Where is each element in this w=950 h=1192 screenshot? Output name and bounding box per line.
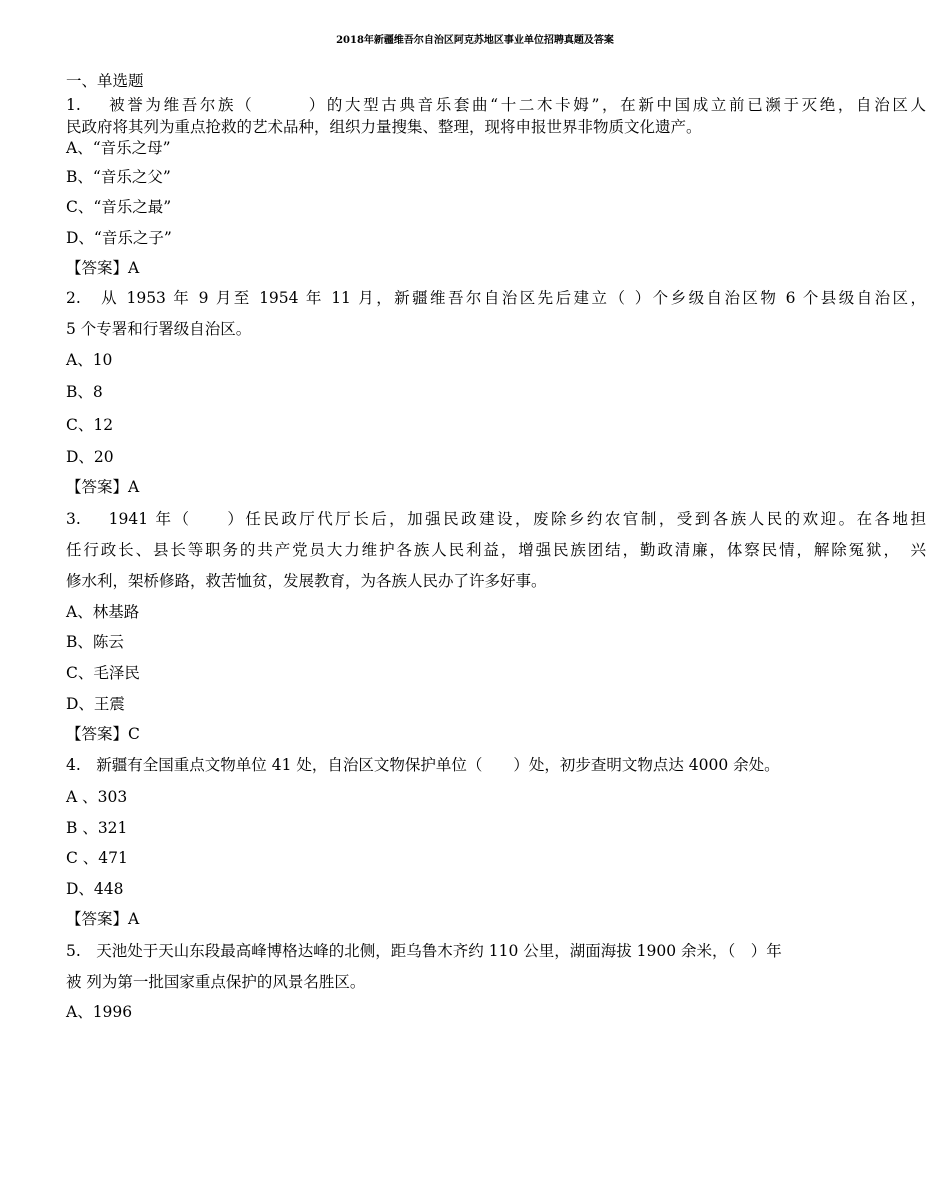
question-1-option-c: C、“音乐之最”	[66, 198, 172, 216]
question-5-line-2: 被 列为第一批国家重点保护的风景名胜区。	[66, 973, 366, 991]
question-1-option-d: D、“音乐之子”	[66, 229, 172, 247]
question-3-option-d: D、王震	[66, 695, 125, 713]
question-1-answer: 【答案】A	[66, 259, 140, 277]
section-heading: 一、单选题	[66, 72, 144, 90]
question-1-line-2: 民政府将其列为重点抢救的艺术品种，组织力量搜集、整理，现将申报世界非物质文化遗产。	[66, 118, 702, 136]
question-2-option-d: D、20	[66, 448, 114, 466]
question-5-line-1: 5. 天池处于天山东段最高峰博格达峰的北侧，距乌鲁木齐约 110 公里，湖面海拔 1900 余米，（ ）年	[66, 942, 782, 960]
question-4-option-a: A 、303	[66, 788, 128, 806]
question-2-line-2: 5 个专署和行署级自治区。	[66, 320, 252, 338]
question-1-line-1: 1. 被誉为维吾尔族（ ）的大型古典音乐套曲“十二木卡姆”，在新中国成立前已濒于灭绝，自治区人	[66, 96, 926, 114]
question-3-line-1: 3. 1941 年（ ）任民政厅代厅长后，加强民政建设，废除乡约农官制，受到各族人民的欢迎。在各地担	[66, 510, 926, 528]
question-4-option-d: D、448	[66, 880, 124, 898]
question-2-option-a: A、10	[66, 351, 113, 369]
question-2-answer: 【答案】A	[66, 478, 140, 496]
question-3-answer: 【答案】C	[66, 725, 140, 743]
question-4-answer: 【答案】A	[66, 910, 140, 928]
question-4-option-c: C 、471	[66, 849, 128, 867]
question-1-option-b: B、“音乐之父”	[66, 168, 171, 186]
question-3-line-3: 修水利，架桥修路，救苦恤贫，发展教育，为各族人民办了许多好事。	[66, 572, 547, 590]
question-2-option-c: C、12	[66, 416, 114, 434]
question-2-option-b: B、8	[66, 383, 103, 401]
page-title: 2018年新疆维吾尔自治区阿克苏地区事业单位招聘真题及答案	[336, 35, 614, 46]
question-3-option-c: C、毛泽民	[66, 664, 140, 682]
question-4-option-b: B 、321	[66, 819, 128, 837]
question-5-option-a: A、1996	[66, 1003, 133, 1021]
question-4-line-1: 4. 新疆有全国重点文物单位 41 处，自治区文物保护单位（ ）处，初步查明文物点达 4000 余处。	[66, 756, 780, 774]
question-3-option-b: B、陈云	[66, 633, 124, 651]
question-3-line-2: 任行政长、县长等职务的共产党员大力维护各族人民利益，增强民族团结，勤政清廉，体察民情，解除冤狱， 兴	[66, 541, 926, 559]
question-2-line-1: 2. 从 1953 年 9 月至 1954 年 11 月，新疆维吾尔自治区先后建立（ ）个乡级自治区物 6 个县级自治区，	[66, 289, 926, 307]
question-3-option-a: A、林基路	[66, 603, 140, 621]
question-1-option-a: A、“音乐之母”	[66, 139, 171, 157]
